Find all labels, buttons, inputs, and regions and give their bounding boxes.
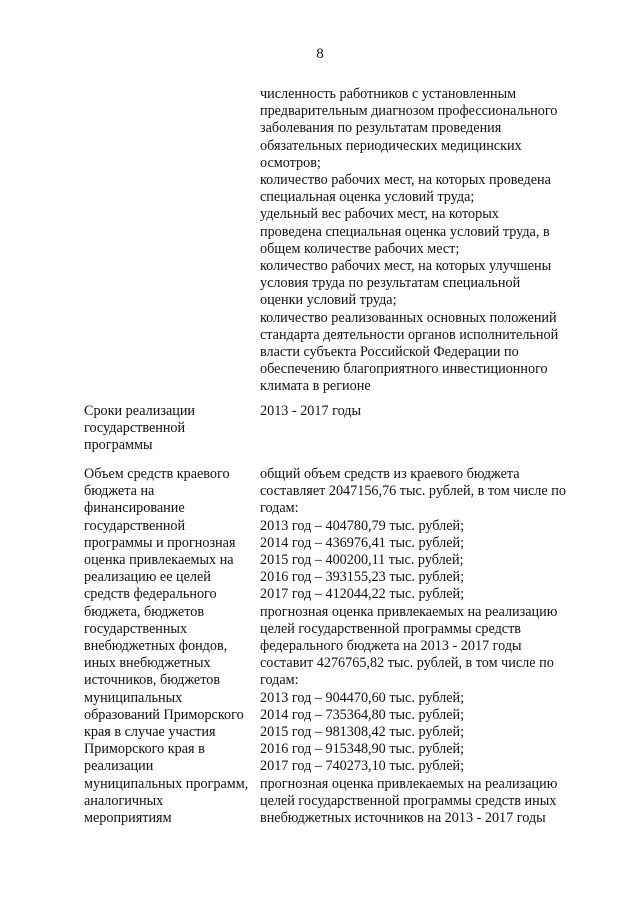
indicator-line: условия труда по результатам специальной <box>260 275 521 292</box>
indicator-line: климата в регионе <box>260 378 371 395</box>
volume-label-line: Объем средств краевого <box>84 466 230 482</box>
volume-value-line: общий объем средств из краевого бюджета <box>260 466 520 482</box>
volume-label-line: реализации <box>84 758 154 775</box>
volume-label-line: средств федерального <box>84 586 217 603</box>
volume-label-line: бюджета, бюджетов <box>84 603 205 620</box>
term-label-line: государственной <box>84 420 186 437</box>
volume-value-line: федерального бюджета на 2013 - 2017 годы <box>260 638 522 655</box>
volume-label-line: источников, бюджетов <box>84 672 221 689</box>
volume-label-line: бюджета на <box>84 483 155 500</box>
indicator-line: стандарта деятельности органов исполнительной <box>260 326 559 343</box>
volume-label-line: государственных <box>84 620 188 637</box>
indicator-line: количество реализованных основных положений <box>260 309 557 326</box>
volume-label-line: программы и прогнозная <box>84 534 236 551</box>
volume-label-line: реализацию ее целей <box>84 569 211 586</box>
volume-value-line: годам: <box>260 500 299 517</box>
indicator-line: оценки условий труда; <box>260 292 397 309</box>
volume-value-line: 2017 год – 740273,10 тыс. рублей; <box>260 758 465 775</box>
indicator-line: количество рабочих мест, на которых проведена <box>260 172 551 189</box>
volume-value-line: целей государственной программы средств иных <box>260 792 557 809</box>
volume-value-line: прогнозная оценка привлекаемых на реализацию <box>260 775 558 792</box>
volume-label-line: внебюджетных фондов, <box>84 638 228 655</box>
volume-label-line: государственной <box>84 517 186 534</box>
term-label <box>84 403 254 455</box>
indicator-line: проведена специальная оценка условий труда, в <box>260 223 550 240</box>
volume-label-line: Приморского края в <box>84 741 205 758</box>
volume-label-line: муниципальных программ, <box>84 775 249 792</box>
volume-label-line: края в случае участия <box>84 724 216 741</box>
indicator-line: власти субъекта Российской Федерации по <box>260 344 519 361</box>
indicator-line: специальная оценка условий труда; <box>260 189 475 206</box>
volume-label-line: мероприятиям <box>84 810 172 827</box>
volume-value-line: целей государственной программы средств <box>260 620 522 637</box>
volume-label-line: муниципальных <box>84 689 183 706</box>
term-value <box>260 403 583 420</box>
volume-label <box>84 466 254 827</box>
volume-value-line: 2014 год – 436976,41 тыс. рублей; <box>260 534 465 551</box>
volume-value-line: годам: <box>260 672 299 689</box>
volume-label-line: оценка привлекаемых на <box>84 552 234 569</box>
term-label-line: программы <box>84 437 153 454</box>
indicator-line: численность работников с установленным <box>260 86 517 102</box>
volume-value-line: составит 4276765,82 тыс. рублей, в том числе по <box>260 655 554 672</box>
indicator-line: удельный вес рабочих мест, на которых <box>260 206 499 223</box>
volume-value-line: составляет 2047156,76 тыс. рублей, в том числе по <box>260 483 566 500</box>
volume-value-line: 2013 год – 904470,60 тыс. рублей; <box>260 689 465 706</box>
page-number: 8 <box>316 46 324 62</box>
volume-label-line: иных внебюджетных <box>84 655 211 672</box>
volume-value-line: 2016 год – 915348,90 тыс. рублей; <box>260 741 465 758</box>
volume-value-line: 2014 год – 735364,80 тыс. рублей; <box>260 706 465 723</box>
indicator-line: осмотров; <box>260 154 321 171</box>
indicator-line: предварительным диагнозом профессионального <box>260 103 558 120</box>
volume-value-line: 2016 год – 393155,23 тыс. рублей; <box>260 569 465 586</box>
volume-value-line: 2013 год – 404780,79 тыс. рублей; <box>260 517 465 534</box>
indicators-list <box>260 86 583 396</box>
indicator-line: общем количестве рабочих мест; <box>260 240 460 257</box>
volume-label-line: аналогичных <box>84 792 164 809</box>
term-value-text: 2013 - 2017 годы <box>260 403 362 419</box>
volume-value-line: 2015 год – 981308,42 тыс. рублей; <box>260 724 465 741</box>
volume-value <box>260 466 583 827</box>
volume-value-line: 2015 год – 400200,11 тыс. рублей; <box>260 552 464 569</box>
indicator-line: количество рабочих мест, на которых улучшены <box>260 258 552 275</box>
volume-label-line: образований Приморского <box>84 706 244 723</box>
indicator-line: обеспечению благоприятного инвестиционного <box>260 361 548 378</box>
volume-value-line: 2017 год – 412044,22 тыс. рублей; <box>260 586 465 603</box>
indicator-line: обязательных периодических медицинских <box>260 137 522 154</box>
term-label-line: Сроки реализации <box>84 403 196 419</box>
indicator-line: заболевания по результатам проведения <box>260 120 502 137</box>
volume-label-line: финансирование <box>84 500 185 517</box>
volume-value-line: внебюджетных источников на 2013 - 2017 годы <box>260 810 546 827</box>
volume-value-line: прогнозная оценка привлекаемых на реализацию <box>260 603 558 620</box>
